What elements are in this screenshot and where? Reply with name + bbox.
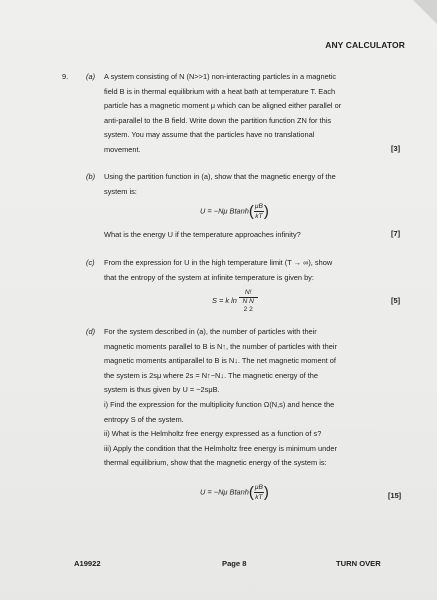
fraction-denominator-sub: 2 2 <box>243 306 253 313</box>
part-b-equation: U = −Nμ Btanh( $\frac{\mu B}{kT}$ ) <box>200 203 269 220</box>
part-d-line: system is thus given by U = −2sμB. <box>104 385 220 395</box>
part-a-line: system. You may assume that the particles have no translational <box>104 130 315 140</box>
part-a-line: A system consisting of N (N>>1) non-interacting particles in a magnetic <box>104 72 337 81</box>
calculator-notice: ANY CALCULATOR <box>325 40 405 50</box>
part-a-line: particle has a magnetic moment μ which can be aligned either parallel or <box>104 101 342 111</box>
part-a-text <box>104 70 376 158</box>
paper-code: A19922 <box>74 559 101 568</box>
equation-fraction <box>239 288 258 314</box>
part-d-marks: [15] <box>388 491 402 500</box>
part-c-line: From the expression for U in the high temperature limit (T → ∞), show <box>104 258 333 267</box>
fraction-denominator: kT <box>255 494 263 501</box>
part-b-line: system is: <box>104 186 137 196</box>
part-d-item: ii) What is the Helmholtz free energy expressed as a function of s? <box>104 429 322 439</box>
part-d-text <box>104 325 376 471</box>
part-d-item: iii) Apply the condition that the Helmholtz free energy is minimum under <box>104 443 337 453</box>
equation-lhs: U = −Nμ Btanh <box>200 487 249 497</box>
part-c-label: (c) <box>86 258 95 267</box>
part-d-line: magnetic moments antiparallel to B is N↓. The net magnetic moment of <box>104 356 336 366</box>
part-d-item: thermal equilibrium, show that the magnetic energy of the system is: <box>104 458 327 468</box>
part-a-line: anti-parallel to the B field. Write down the partition function ZN for this <box>104 115 332 125</box>
part-a-marks: [3] <box>391 144 401 153</box>
part-b-marks: [7] <box>391 229 401 238</box>
fraction-numerator: μB <box>254 484 263 491</box>
fraction-denominator: N N <box>242 298 254 305</box>
part-b-text <box>104 170 376 199</box>
part-c-marks: [5] <box>391 296 401 305</box>
part-a-label: (a) <box>86 72 96 81</box>
equation-fraction <box>254 202 264 221</box>
turn-over: TURN OVER <box>336 559 381 568</box>
part-b-line: Using the partition function in (a), show that the magnetic energy of the <box>104 172 336 181</box>
part-b-label: (b) <box>86 172 96 181</box>
equation-lhs: S = k ln <box>212 295 237 305</box>
question-number: 9. <box>62 72 69 81</box>
part-b-question: What is the energy U if the temperature approaches infinity? <box>104 230 301 239</box>
part-a-line: movement. <box>104 144 141 154</box>
fraction-numerator: μB <box>254 203 263 210</box>
part-d-line: the system is 2sμ where 2s = N↑−N↓. The magnetic energy of the <box>104 370 319 380</box>
part-c-line: that the entropy of the system at infinite temperature is given by: <box>104 272 314 282</box>
page-corner-fold <box>413 0 437 24</box>
equation-fraction <box>254 483 264 502</box>
part-d-item: i) Find the expression for the multiplicity function Ω(N,s) and hence the <box>104 399 335 409</box>
fraction-numerator: N! <box>239 288 258 298</box>
part-a-line: field B is in thermal equilibrium with a heat bath at temperature T. Each <box>104 86 336 96</box>
fraction-denominator: kT <box>255 213 263 220</box>
equation-lhs: U = −Nμ Btanh <box>200 206 249 216</box>
page-number: Page 8 <box>222 559 247 568</box>
part-d-item: entropy S of the system. <box>104 414 184 424</box>
part-d-label: (d) <box>86 327 96 336</box>
part-c-equation <box>212 288 258 314</box>
part-c-text <box>104 256 376 285</box>
part-d-line: magnetic moments parallel to B is N↑, the number of particles with their <box>104 341 337 351</box>
part-d-line: For the system described in (a), the number of particles with their <box>104 327 317 336</box>
part-d-equation: U = −Nμ Btanh( $\frac{\mu B}{kT}$ ) <box>200 484 269 501</box>
